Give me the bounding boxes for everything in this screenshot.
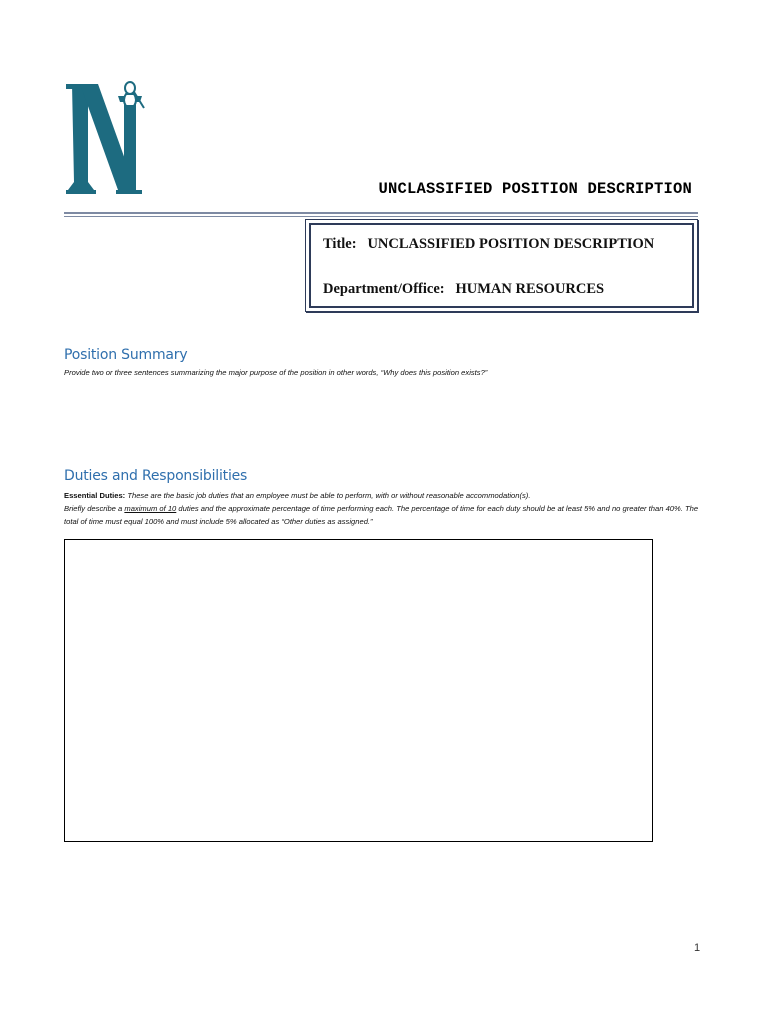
position-title-label: Title: <box>323 236 357 252</box>
essential-duties-text: These are the basic job duties that an employee must be able to perform, with or without reasonable accommodation(s). <box>127 491 531 500</box>
duties-entry-box[interactable] <box>64 539 653 842</box>
duties-max-underlined: maximum of 10 <box>124 504 177 513</box>
duties-line2-before: Briefly describe a <box>64 504 123 513</box>
duties-line2-after: duties and the approximate percentage of time performing each. The percentage of time for each duty should be at least 5% and no greater than 40%. The total of time must equal 100% and must include 5% allocated as “Other duties as assigned.” <box>64 504 699 526</box>
position-info-box-inner <box>309 223 694 308</box>
position-info-box <box>305 219 698 312</box>
header-rule-thin <box>64 216 698 217</box>
position-title-line <box>323 236 654 253</box>
header-rule-thick <box>64 212 698 214</box>
essential-duties-label: Essential Duties: <box>64 491 126 500</box>
document-title: UNCLASSIFIED POSITION DESCRIPTION <box>378 180 692 198</box>
position-title-value: UNCLASSIFIED POSITION DESCRIPTION <box>367 236 655 252</box>
department-line <box>323 281 604 298</box>
duties-instructions <box>64 489 704 528</box>
position-summary-heading: Position Summary <box>64 347 188 363</box>
department-label: Department/Office: <box>323 281 445 297</box>
department-value: HUMAN RESOURCES <box>455 281 605 297</box>
university-n-logo-icon <box>66 78 148 196</box>
duties-heading: Duties and Responsibilities <box>64 468 248 484</box>
page-number: 1 <box>694 942 701 954</box>
position-summary-instructions: Provide two or three sentences summarizing the major purpose of the position in other words, “Why does this position exists?” <box>64 368 488 377</box>
